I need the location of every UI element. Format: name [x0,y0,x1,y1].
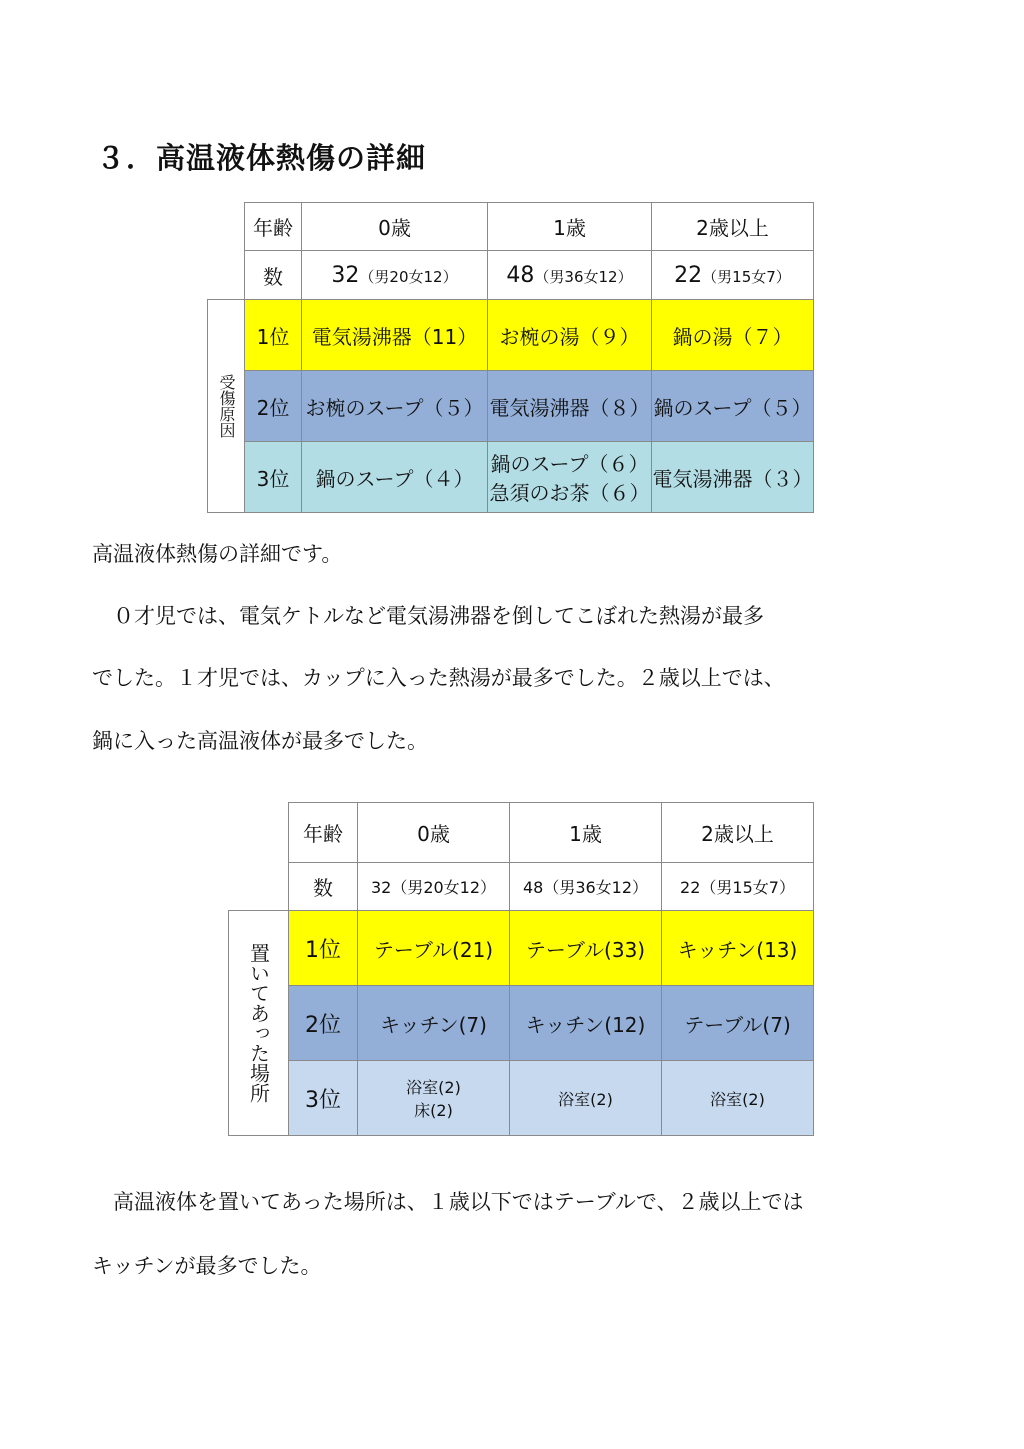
paragraph-line: でした。１才児では、カップに入った熱湯が最多でした。２歳以上では、 [92,666,785,690]
location-cell: テーブル(21) [358,911,510,986]
count-header: 数 [289,863,358,911]
age-col-2: 2歳以上 [662,803,814,863]
rank-label: 1位 [289,911,358,986]
rank-label: 3位 [289,1061,358,1136]
location-cell: キッチン(13) [662,911,814,986]
rank-label: 3位 [245,442,302,513]
count-cell: 48（男36女12） [510,863,662,911]
count-cell: 32（男20女12） [302,251,488,300]
cause-cell: お椀の湯（９） [488,300,652,371]
side-label-cell [229,911,289,1136]
count-cell: 22（男15女7） [662,863,814,911]
location-cell: テーブル(7) [662,986,814,1061]
cause-cell: 電気湯沸器（３） [652,442,814,513]
side-label: 置いてあった場所 [246,943,271,1103]
age-col-1: 1歳 [510,803,662,863]
count-header: 数 [245,251,302,300]
paragraph-line: 高温液体熱傷の詳細です。 [92,542,343,566]
paragraph-line: 高温液体を置いてあった場所は、１歳以下ではテーブルで、２歳以上では [92,1190,804,1214]
rank-label: 1位 [245,300,302,371]
location-cell: 浴室(2) [510,1061,662,1136]
age-col-0: 0歳 [302,203,488,251]
paragraph-line: キッチンが最多でした。 [92,1254,322,1278]
side-label: 受傷原因 [217,374,236,438]
cause-cell: 鍋の湯（７） [652,300,814,371]
age-col-0: 0歳 [358,803,510,863]
page-heading: ３．高温液体熱傷の詳細 [96,141,427,175]
count-cell: 32（男20女12） [358,863,510,911]
age-header: 年齢 [245,203,302,251]
paragraph-line: ０才児では、電気ケトルなど電気湯沸器を倒してこぼれた熱湯が最多 [92,604,764,628]
rank-label: 2位 [245,371,302,442]
location-cell: 浴室(2) [662,1061,814,1136]
location-cell: キッチン(7) [358,986,510,1061]
cause-cell: お椀のスープ（５） [302,371,488,442]
cause-cell: 鍋のスープ（４） [302,442,488,513]
locations-table [228,802,814,1136]
location-cell: キッチン(12) [510,986,662,1061]
paragraph-line: 鍋に入った高温液体が最多でした。 [92,729,428,753]
age-col-2: 2歳以上 [652,203,814,251]
count-cell: 22（男15女7） [652,251,814,300]
count-cell: 48（男36女12） [488,251,652,300]
side-label-cell [208,300,245,513]
rank-label: 2位 [289,986,358,1061]
age-header: 年齢 [289,803,358,863]
cause-cell: 電気湯沸器（８） [488,371,652,442]
cause-cell: 鍋のスープ（５） [652,371,814,442]
age-col-1: 1歳 [488,203,652,251]
cause-cell: 鍋のスープ（６） 急須のお茶（６） [488,442,652,513]
causes-table [207,202,814,513]
location-cell: 浴室(2) 床(2) [358,1061,510,1136]
cause-cell: 電気湯沸器（11） [302,300,488,371]
location-cell: テーブル(33) [510,911,662,986]
